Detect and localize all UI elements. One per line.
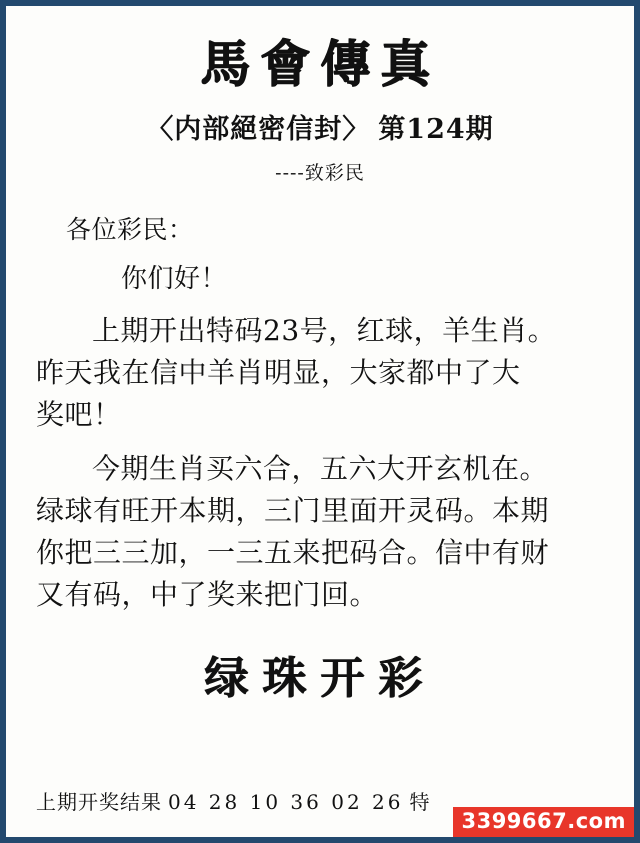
paragraph-2-line-3: 你把三三加，一三五来把码合。信中有财 [36,535,550,569]
previous-draw-special-label: 特 [409,790,431,814]
slogan: 绿珠开彩 [204,652,436,704]
paragraph-1-line-2: 昨天我在信中羊肖明显，大家都中了大 [36,355,521,389]
subtitle-bracket: 〈内部絕密信封〉 [146,113,371,145]
page-title: 馬會傳真 [200,34,440,93]
issue-number: 第124期 [378,113,494,145]
salutation: 各位彩民： [66,214,194,244]
greeting: 你们好！ [121,263,228,294]
site-watermark: 3399667.com [453,807,634,837]
letter-content [36,211,604,616]
paragraph-2-line-4: 又有码，中了奖来把门回。 [36,577,379,611]
paragraph-1-line-3: 奖吧！ [36,397,122,431]
document-body [6,6,634,837]
paragraph-1-line-1: 上期开出特码23号，红球，羊生肖。 [92,313,557,347]
previous-draw-label: 上期开奖结果 [36,790,162,814]
paragraph-2-line-2: 绿球有旺开本期，三门里面开灵码。本期 [36,493,550,527]
paragraph-2-line-1: 今期生肖买六合，五六大开玄机在。 [92,451,549,485]
subtitle-row [36,107,604,146]
dedication-line: ----致彩民 [275,161,365,184]
previous-draw-numbers: 04 28 10 36 02 26 [168,790,404,814]
